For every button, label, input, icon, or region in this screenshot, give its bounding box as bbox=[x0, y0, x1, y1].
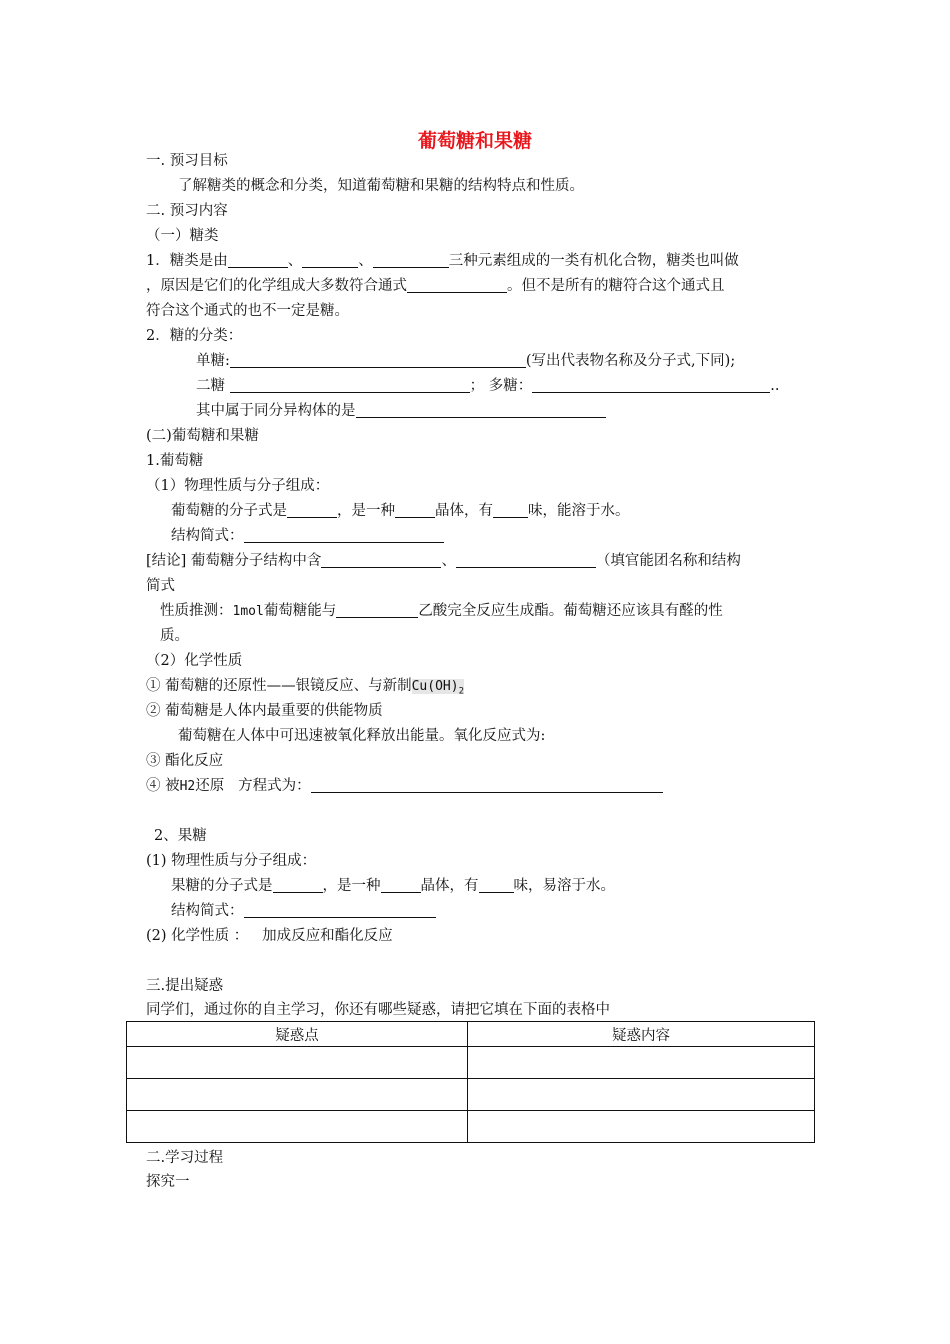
glucose-conclusion-line: [结论] 葡萄糖分子结构中含 、 （填官能团名称和结构 bbox=[146, 553, 741, 569]
fructose-formula-line: 果糖的分子式是 ，是一种 晶体，有 味，易溶于水。 bbox=[171, 878, 615, 894]
table-cell[interactable] bbox=[127, 1111, 468, 1143]
table-cell[interactable] bbox=[468, 1111, 815, 1143]
blank[interactable] bbox=[356, 403, 606, 418]
copper-hydroxide-formula: $Cu(OH)_2$ bbox=[411, 679, 464, 697]
document-title: 葡萄糖和果糖 bbox=[417, 130, 532, 152]
blank[interactable] bbox=[230, 378, 470, 393]
glucose-reducing-line: ① 葡萄糖的还原性——银镜反应、与新制$Cu(OH)_2$ bbox=[146, 678, 464, 697]
question-2-heading: 2．糖的分类： bbox=[146, 328, 243, 344]
blank[interactable] bbox=[479, 878, 514, 893]
table-cell[interactable] bbox=[468, 1047, 815, 1079]
blank[interactable] bbox=[532, 378, 770, 393]
glucose-energy-line: ② 葡萄糖是人体内最重要的供能物质 bbox=[146, 703, 383, 719]
section-3-heading: 三.提出疑惑 bbox=[146, 978, 224, 994]
section-4-sub: 探究一 bbox=[146, 1174, 190, 1190]
isomer-line: 其中属于同分异构体的是 bbox=[196, 401, 606, 421]
blank[interactable] bbox=[244, 528, 444, 543]
glucose-chemical-heading: （2）化学性质 bbox=[146, 653, 243, 669]
blank[interactable] bbox=[373, 253, 449, 268]
table-cell[interactable] bbox=[468, 1079, 815, 1111]
table-row bbox=[127, 1047, 815, 1079]
table-row bbox=[127, 1111, 815, 1143]
monosaccharide-line: 单糖: (写出代表物名称及分子式,下同); bbox=[196, 353, 736, 369]
blank[interactable] bbox=[244, 903, 436, 918]
section-1-text: 了解糖类的概念和分类，知道葡萄糖和果糖的结构特点和性质。 bbox=[178, 178, 584, 194]
table-header-doubt-point: 疑惑点 bbox=[127, 1022, 468, 1047]
section-1-heading: 一. 预习目标 bbox=[146, 153, 228, 169]
blank[interactable] bbox=[287, 503, 337, 518]
table-header-row bbox=[127, 1022, 815, 1047]
subsection-glucose-fructose: (二)葡萄糖和果糖 bbox=[146, 428, 259, 444]
blank[interactable] bbox=[321, 553, 441, 568]
fructose-heading: 2、果糖 bbox=[154, 828, 207, 844]
blank[interactable] bbox=[395, 503, 435, 518]
glucose-structure-line: 结构简式： bbox=[171, 526, 444, 546]
blank[interactable] bbox=[493, 503, 528, 518]
glucose-physical-heading: （1）物理性质与分子组成： bbox=[146, 478, 330, 494]
fructose-structure-line: 结构简式： bbox=[171, 901, 436, 921]
glucose-esterification-line: ③ 酯化反应 bbox=[146, 753, 224, 769]
section-3-text: 同学们，通过你的自主学习，你还有哪些疑惑，请把它填在下面的表格中 bbox=[146, 1002, 610, 1018]
glucose-conclusion-line-2: 简式 bbox=[146, 578, 175, 594]
blank[interactable] bbox=[230, 353, 526, 368]
questions-table bbox=[126, 1021, 815, 1143]
blank[interactable] bbox=[407, 278, 507, 293]
table-header-doubt-content: 疑惑内容 bbox=[468, 1022, 815, 1047]
table-cell[interactable] bbox=[127, 1047, 468, 1079]
glucose-formula-line: 葡萄糖的分子式是 ，是一种 晶体，有 味，能溶于水。 bbox=[171, 503, 630, 519]
glucose-heading: 1.葡萄糖 bbox=[146, 453, 204, 469]
question-1-line-1: 1．糖类是由 、 、 三种元素组成的一类有机化合物，糖类也叫做 bbox=[146, 253, 739, 269]
section-4-heading: 二.学习过程 bbox=[146, 1150, 224, 1166]
glucose-reduction-line: ④ 被H2还原 方程式为： bbox=[146, 776, 663, 797]
question-1-line-3: 符合这个通式的也不一定是糖。 bbox=[146, 303, 349, 319]
glucose-inference-line: 性质推测：1mol葡萄糖能与 乙酸完全反应生成酯。葡萄糖还应该具有醛的性 bbox=[160, 603, 723, 619]
blank[interactable] bbox=[336, 603, 418, 618]
blank[interactable] bbox=[228, 253, 288, 268]
blank[interactable] bbox=[273, 878, 323, 893]
blank[interactable] bbox=[456, 553, 596, 568]
disaccharide-line: 二糖 ； 多糖： .. bbox=[196, 378, 780, 394]
glucose-inference-line-2: 质。 bbox=[160, 628, 189, 644]
fructose-physical-heading: (1) 物理性质与分子组成： bbox=[146, 853, 317, 869]
section-2-heading: 二. 预习内容 bbox=[146, 203, 228, 219]
question-1-line-2: ，原因是它们的化学组成大多数符合通式 。但不是所有的糖符合这个通式且 bbox=[146, 278, 725, 294]
glucose-energy-text: 葡萄糖在人体中可迅速被氧化释放出能量。氧化反应式为: bbox=[178, 728, 546, 744]
table-cell[interactable] bbox=[127, 1079, 468, 1111]
blank[interactable] bbox=[381, 878, 421, 893]
blank[interactable] bbox=[311, 778, 663, 793]
fructose-chemical-line: (2) 化学性质 ： 加成反应和酯化反应 bbox=[146, 928, 393, 944]
blank[interactable] bbox=[302, 253, 358, 268]
table-row bbox=[127, 1079, 815, 1111]
subsection-sugars: （一）糖类 bbox=[146, 228, 219, 244]
